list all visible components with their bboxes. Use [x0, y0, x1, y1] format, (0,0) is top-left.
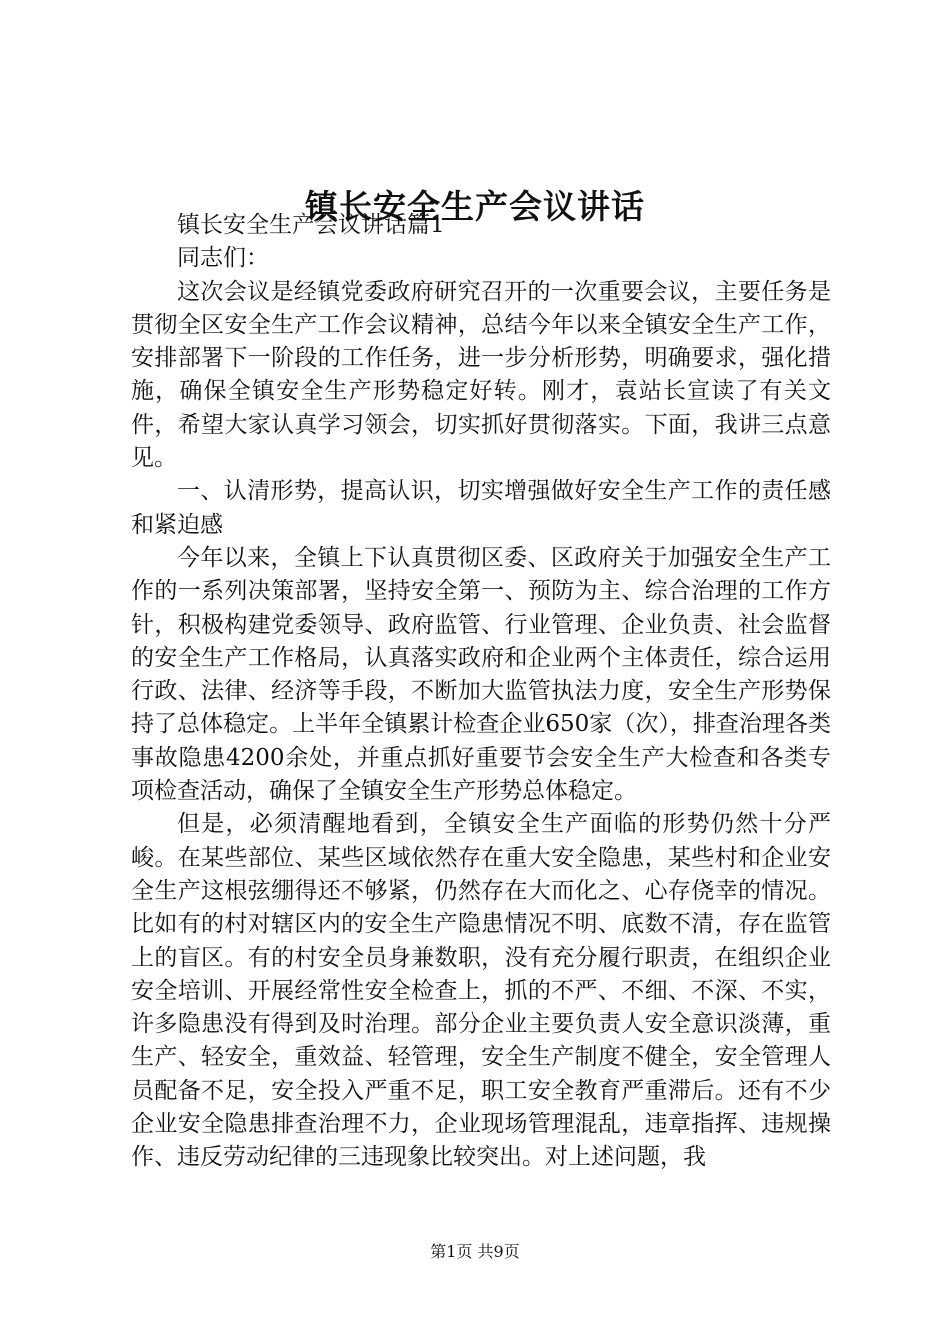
document-title: 镇长安全生产会议讲话 [305, 187, 645, 226]
page-footer: 第1页 共9页 [430, 1242, 520, 1261]
body-paragraph: 这次会议是经镇党委政府研究召开的一次重要会议，主要任务是贯彻全区安全生产工作会议精神，总结今年以来全镇安全生产工作，安排部署下一阶段的工作任务，进一步分析形势，明确要求，强化措施，确保全镇安全生产形势稳定好转。刚才，袁站长宣读了有关文件，希望大家认真学习领会，切实抓好贯彻落实。下面，我讲三点意见。 [131, 278, 831, 472]
section-heading: 一、认清形势，提高认识，切实增强做好安全生产工作的责任感和紧迫感 [131, 478, 831, 538]
salutation: 同志们： [177, 245, 269, 272]
document-body [131, 209, 831, 1175]
section-heading: 镇长安全生产会议讲话篇1 [177, 212, 445, 238]
body-paragraph: 但是，必须清醒地看到，全镇安全生产面临的形势仍然十分严峻。在某些部位、某些区域依然存在重大安全隐患，某些村和企业安全生产这根弦绷得还不够紧，仍然存在大而化之、心存侥幸的情况。比如有的村对辖区内的安全生产隐患情况不明、底数不清，存在监管上的盲区。有的村安全员身兼数职，没有充分履行职责，在组织企业安全培训、开展经常性安全检查上，抓的不严、不细、不深、不实，许多隐患没有得到及时治理。部分企业主要负责人安全意识淡薄，重生产、轻安全，重效益、轻管理，安全生产制度不健全，安全管理人员配备不足，安全投入严重不足，职工安全教育严重滞后。还有不少企业安全隐患排查治理不力，企业现场管理混乱，违章指挥、违规操作、违反劳动纪律的三违现象比较突出。对上述问题，我 [131, 811, 831, 1171]
body-paragraph: 今年以来，全镇上下认真贯彻区委、区政府关于加强安全生产工作的一系列决策部署，坚持安全第一、预防为主、综合治理的工作方针，积极构建党委领导、政府监管、行业管理、企业负责、社会监督的安全生产工作格局，认真落实政府和企业两个主体责任，综合运用行政、法律、经济等手段，不断加大监管执法力度，安全生产形势保持了总体稳定。上半年全镇累计检查企业650家（次），排查治理各类事故隐患4200余处，并重点抓好重要节会安全生产大检查和各类专项检查活动，确保了全镇安全生产形势总体稳定。 [131, 544, 831, 805]
